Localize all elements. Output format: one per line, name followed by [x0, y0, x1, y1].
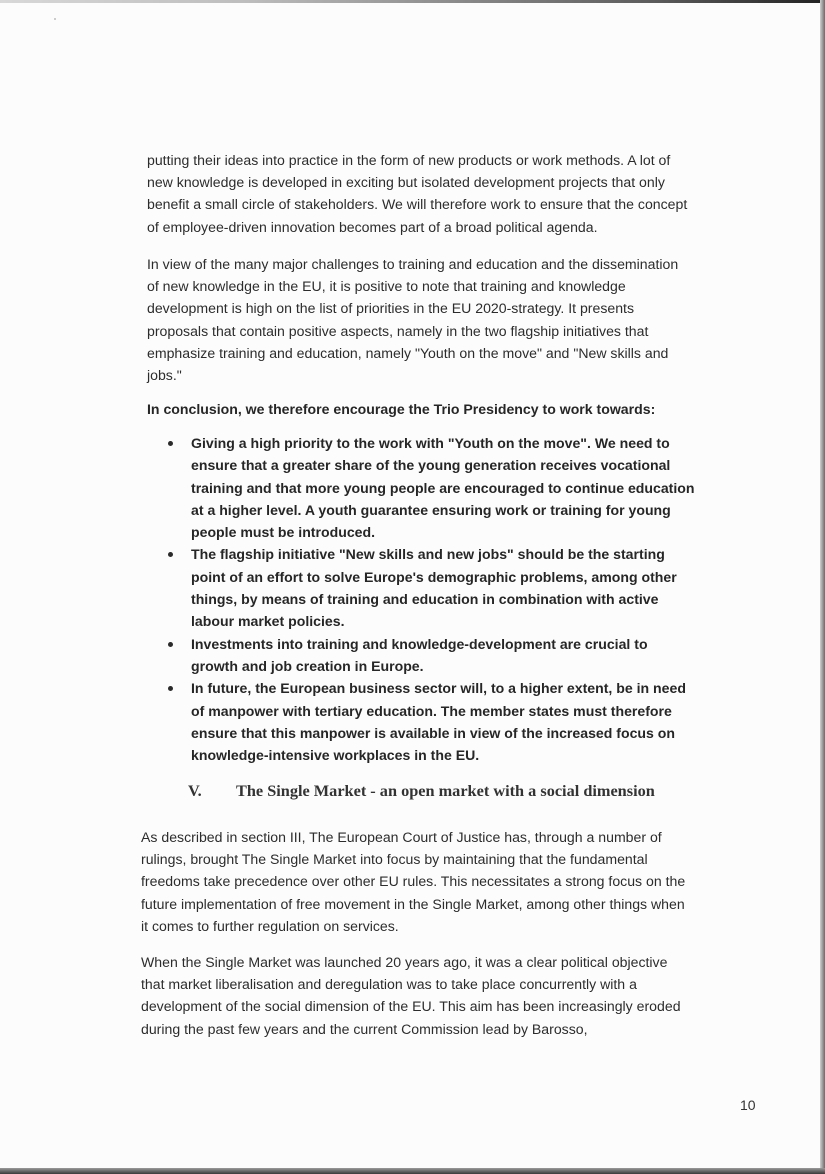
bullet-icon: [168, 552, 173, 557]
page-number: 10: [740, 1097, 756, 1113]
recommendation-list: [168, 432, 698, 766]
scan-edge-bottom: [0, 1168, 825, 1174]
bullet-icon: [168, 441, 173, 446]
bullet-icon: [168, 686, 173, 691]
bullet-icon: [168, 642, 173, 647]
scan-edge-top: [0, 0, 825, 3]
conclusion-intro: In conclusion, we therefore encourage the Trio Presidency to work towards:: [147, 401, 656, 417]
list-item: [168, 633, 698, 678]
list-item: [168, 543, 698, 632]
section-title: The Single Market - an open market with a social dimension: [236, 781, 655, 800]
list-item: [168, 432, 698, 543]
paragraph-court-of-justice: As described in section III, The European Court of Justice has, through a number of rulings, brought The Single Market into focus by maintaining that the fundamental freedoms take precedence over other EU rules. This necessitates a strong focus on the future implementation of free movement in the Single Market, among other things when it comes to further regulation on services.: [141, 829, 686, 934]
paragraph-single-market-history: When the Single Market was launched 20 years ago, it was a clear political objective that market liberalisation and deregulation was to take place concurrently with a development of the social dimension of the EU. This aim has been increasingly eroded during the past few years and the current Commission lead by Barosso,: [141, 954, 681, 1037]
scan-speck: [54, 18, 56, 20]
list-item-text: Investments into training and knowledge-development are crucial to growth and job creation in Europe.: [191, 635, 648, 674]
list-item-text: Giving a high priority to the work with "Youth on the move". We need to ensure that a greater share of the young generation receives vocational training and that more young people are encouraged to continue education at a higher level. A youth guarantee ensuring work or training for young people must be introduced.: [191, 435, 695, 541]
scan-edge-right: [820, 0, 825, 1174]
list-item-text: In future, the European business sector will, to a higher extent, be in need of manpower with tertiary education. The member states must therefore ensure that this manpower is available in view of the increased focus on knowledge-intensive workplaces in the EU.: [191, 680, 686, 764]
section-number: V.: [188, 781, 202, 800]
list-item: [168, 677, 698, 766]
paragraph-eu-2020-strategy: In view of the many major challenges to training and education and the dissemination of new knowledge in the EU, it is positive to note that training and knowledge development is high on the list of priorities in the EU 2020-strategy. It presents proposals that contain positive aspects, namely in the two flagship initiatives that emphasize training and education, namely "Youth on the move" and "New skills and jobs.": [147, 256, 679, 384]
list-item-text: The flagship initiative "New skills and new jobs" should be the starting point of an effort to solve Europe's demographic problems, among other things, by means of training and education in combination with active labour market policies.: [191, 546, 677, 630]
paragraph-employee-innovation: putting their ideas into practice in the form of new products or work methods. A lot of new knowledge is developed in exciting but isolated development projects that only benefit a small circle of stakeholders. We will therefore work to ensure that the concept of employee-driven innovation becomes part of a broad political agenda.: [147, 152, 688, 235]
